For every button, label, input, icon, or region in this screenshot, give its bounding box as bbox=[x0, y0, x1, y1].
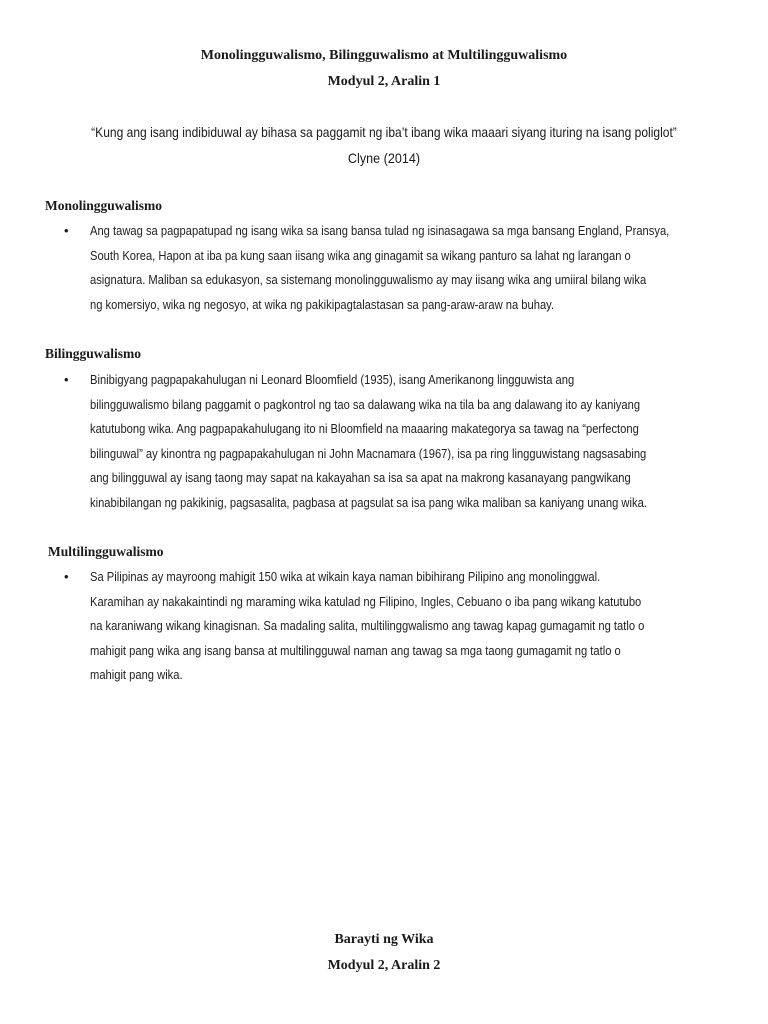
text-line: na karaniwang wikang kinagisnan. Sa madaling salita, multilinggwalismo ang tawag kapag gumagamit ng tatlo o bbox=[90, 618, 645, 633]
bullet-item-bilingguwalismo bbox=[64, 368, 744, 518]
text-line: asignatura. Maliban sa edukasyon, sa sistemang monolingguwalismo ay may iisang wika ang umiiral bilang wika bbox=[90, 272, 647, 287]
epigraph-source: Clyne (2014) bbox=[347, 150, 421, 166]
text-line: Ang tawag sa pagpapatupad ng isang wika sa isang bansa tulad ng isinasagawa sa mga bansang England, Pransya, bbox=[90, 223, 670, 238]
text-line: bilingguwalismo bilang paggamit o pagkontrol ng tao sa dalawang wika na tila ba ang dalawang ito ay kaniyang bbox=[90, 396, 641, 412]
bullet-icon: • bbox=[64, 223, 69, 238]
text-line: Binibigyang pagpapakahulugan ni Leonard Bloomfield (1935), isang Amerikanong lingguwista ang bbox=[90, 372, 575, 387]
text-line: Sa Pilipinas ay mayroong mahigit 150 wika at wikain kaya naman bibihirang Pilipino ang monolinggwal. bbox=[90, 569, 601, 584]
text-line: ng komersiyo, wika ng negosyo, at wika ng pakikipagtalastasan sa pang-araw-araw na buhay. bbox=[90, 296, 555, 312]
text-line: bilinguwal” ay kinontra ng pagpapakahulugan ni John Macnamara (1967), isa pa ring lingguwistang nagsasabing bbox=[90, 445, 647, 461]
text-line: katutubong wika. Ang pagpapakahulugang ito ni Bloomfield na maaaring makategorya sa tawag na “perfectong bbox=[90, 421, 639, 436]
bullet-icon: • bbox=[64, 569, 69, 584]
text-line: kinabibilangan ng pakikinig, pagsasalita, pagbasa at pagsulat sa isa pang wika maliban sa kaniyang unang wika. bbox=[90, 494, 647, 510]
text-line: ang bilingguwal ay isang taong may sapat na kakayahan sa isa sa apat na makrong kasanayang pangwikang bbox=[90, 470, 631, 485]
bullet-text bbox=[90, 368, 744, 515]
next-section-subtitle: Modyul 2, Aralin 2 bbox=[327, 958, 441, 973]
text-line: mahigit pang wika ang isang bansa at multilingguwal naman ang tawag sa mga taong gumagamit ng tatlo o bbox=[90, 642, 621, 658]
bullet-item-monolingguwalismo bbox=[64, 219, 744, 319]
text-line: mahigit pang wika. bbox=[90, 667, 183, 682]
text-line: Karamihan ay nakakaintindi ng maraming wika katulad ng Filipino, Ingles, Cebuano o iba pang wikang katutubo bbox=[90, 593, 642, 609]
bullet-icon: • bbox=[64, 372, 69, 387]
bullet-text bbox=[90, 219, 744, 317]
section-heading-bilingguwalismo: Bilingguwalismo bbox=[45, 346, 142, 361]
bullet-item-multilingguwalismo bbox=[64, 565, 744, 690]
bullet-text bbox=[90, 565, 744, 688]
next-section-title: Barayti ng Wika bbox=[334, 932, 434, 947]
section-heading-multilingguwalismo: Multilingguwalismo bbox=[48, 544, 164, 559]
document-subtitle: Modyul 2, Aralin 1 bbox=[327, 74, 441, 89]
section-heading-monolingguwalismo: Monolingguwalismo bbox=[45, 198, 163, 213]
document-title: Monolingguwalismo, Bilingguwalismo at Multilingguwalismo bbox=[200, 48, 568, 63]
text-line: South Korea, Hapon at iba pa kung saan iisang wika ang ginagamit sa wikang panturo sa lahat ng larangan o bbox=[90, 247, 631, 263]
epigraph-quote: “Kung ang isang indibiduwal ay bihasa sa paggamit ng iba’t ibang wika maaari siyang ituring na isang poliglot” bbox=[91, 124, 677, 140]
